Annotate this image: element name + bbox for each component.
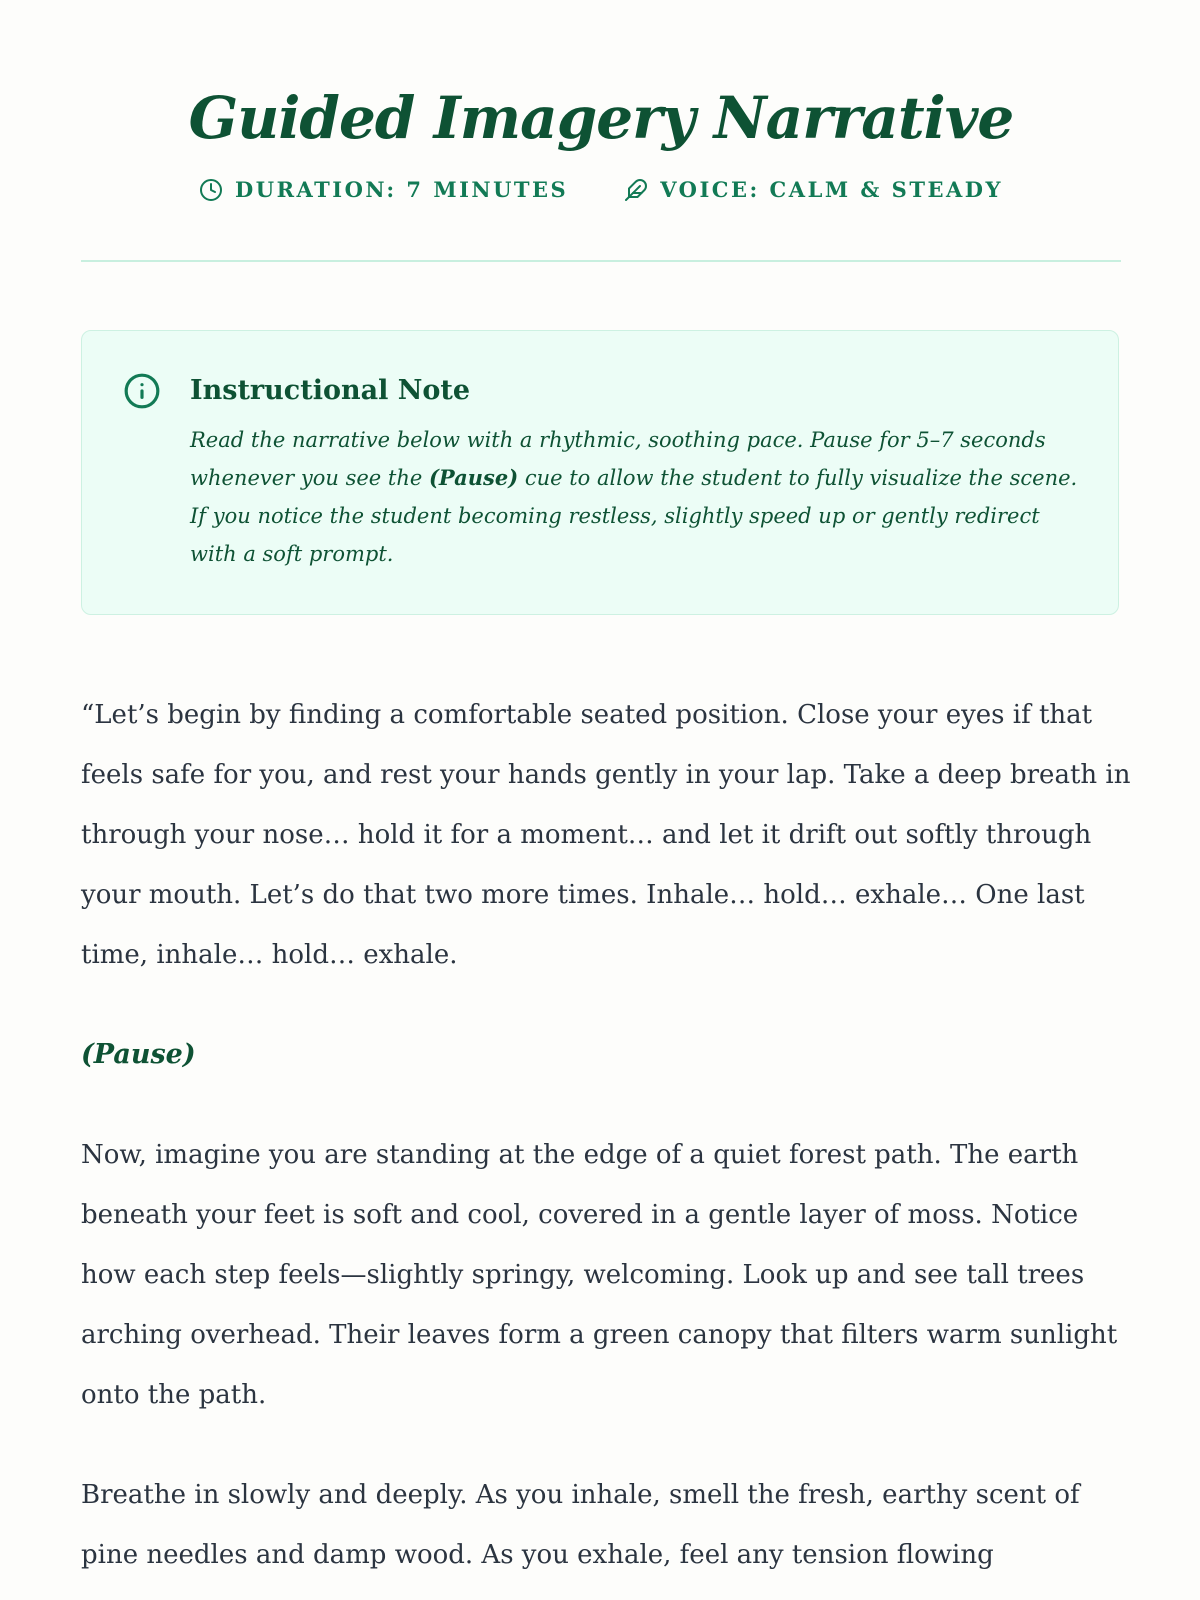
feather-icon — [624, 178, 648, 202]
note-body — [190, 421, 1080, 573]
info-icon — [123, 372, 161, 414]
duration-meta — [199, 174, 568, 206]
clock-icon — [199, 178, 223, 202]
narrative-paragraph-3: Breathe in slowly and deeply. As you inhale, smell the fresh, earthy scent of pine needles and damp wood. As you exhale, feel any tension flowing — [81, 1480, 1080, 1570]
header-divider — [81, 260, 1121, 262]
narrative-paragraph-2: Now, imagine you are standing at the edge of a quiet forest path. The earth beneath your feet is soft and cool, covered in a gentle layer of moss. Notice how each step feels—slightly springy, welcoming. Look up and see tall trees arching overhead. Their leaves form a green canopy that filters warm sunlight onto the path. — [81, 1140, 1118, 1410]
note-body-start: Read the narrative below with a rhythmic, soothing pace. Pause for 5–7 seconds whenever you see the — [190, 428, 1046, 490]
note-body-end: cue to allow the student to fully visualize the scene. If you notice the student becoming restless, slightly speed up or gently redirect with a soft prompt. — [190, 466, 1078, 566]
pause-cue: (Pause) — [81, 1039, 196, 1070]
meta-row — [81, 174, 1121, 206]
note-title: Instructional Note — [190, 375, 471, 406]
duration-label: DURATION: 7 MINUTES — [235, 177, 569, 202]
narrative-body — [81, 685, 1131, 1585]
page-title: Guided Imagery Narrative — [188, 84, 1014, 152]
narrative-paragraph-1: “Let’s begin by finding a comfortable seated position. Close your eyes if that feels safe for you, and rest your hands gently in your lap. Take a deep breath in through your nose… hold it for a moment… and let it drift out softly through your mouth. Let’s do that two more times. Inhale… hold… exhale… One last time, inhale… hold… exhale. — [81, 700, 1131, 970]
voice-meta — [624, 174, 1003, 206]
note-body-pause-cue: (Pause) — [428, 465, 519, 490]
voice-label: VOICE: CALM & STEADY — [660, 177, 1003, 202]
instructional-note — [81, 330, 1119, 615]
